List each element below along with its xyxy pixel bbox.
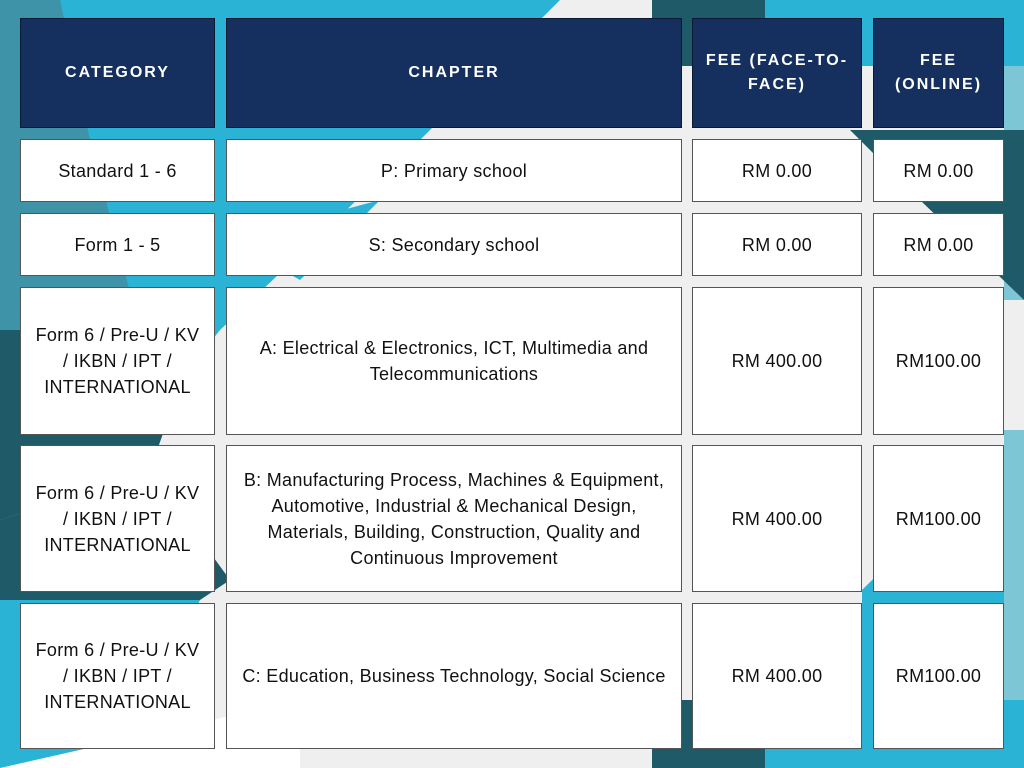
- header-fee-online-label: FEE (ONLINE): [894, 52, 983, 93]
- row-1-fee-face-to-face: [692, 139, 862, 202]
- row-2-category: [20, 213, 215, 276]
- bg-shape-right-mid-pale: [1004, 430, 1024, 700]
- row-2-fee-face-to-face-text: RM 0.00: [741, 234, 813, 255]
- row-1-chapter: [226, 139, 682, 202]
- row-1-fee-online-text: RM 0.00: [903, 160, 974, 181]
- row-3-category-text: Form 6 / Pre-U / KV / IKBN / IPT / INTERNATIONAL: [35, 325, 200, 397]
- row-2-category-text: Form 1 - 5: [74, 234, 161, 255]
- row-4-chapter-text: B: Manufacturing Process, Machines & Equipment, Automotive, Industrial & Mechanical Design, Materials, Building, Construction, Quality and Continuous Improvement: [243, 469, 665, 568]
- row-2-fee-online: [873, 213, 1004, 276]
- header-fee-face-to-face: [692, 18, 862, 128]
- row-5-fee-face-to-face: [692, 603, 862, 749]
- row-1-category: [20, 139, 215, 202]
- row-2-fee-face-to-face: [692, 213, 862, 276]
- row-5-fee-online: [873, 603, 1004, 749]
- row-3-fee-face-to-face-text: RM 400.00: [731, 351, 823, 371]
- header-chapter: [226, 18, 682, 128]
- header-fee-face-to-face-label: FEE (FACE-TO-FACE): [705, 52, 849, 93]
- row-4-fee-online-text: RM100.00: [895, 508, 982, 529]
- header-category: [20, 18, 215, 128]
- row-3-category: [20, 287, 215, 435]
- row-1-category-text: Standard 1 - 6: [58, 160, 177, 181]
- row-5-category: [20, 603, 215, 749]
- row-4-category-text: Form 6 / Pre-U / KV / IKBN / IPT / INTERNATIONAL: [35, 482, 200, 555]
- row-3-chapter-text: A: Electrical & Electronics, ICT, Multimedia and Telecommunications: [259, 338, 649, 384]
- row-4-fee-face-to-face: [692, 445, 862, 592]
- row-4-fee-online: [873, 445, 1004, 592]
- row-5-fee-online-text: RM100.00: [895, 666, 982, 686]
- row-2-chapter: [226, 213, 682, 276]
- row-1-fee-face-to-face-text: RM 0.00: [741, 160, 813, 181]
- row-5-chapter-text: C: Education, Business Technology, Social Science: [242, 666, 666, 686]
- header-category-label: CATEGORY: [65, 64, 170, 81]
- header-chapter-label: CHAPTER: [408, 64, 500, 81]
- header-fee-online: [873, 18, 1004, 128]
- row-1-chapter-text: P: Primary school: [380, 160, 528, 181]
- row-3-chapter: [226, 287, 682, 435]
- row-2-fee-online-text: RM 0.00: [903, 234, 974, 255]
- row-3-fee-online: [873, 287, 1004, 435]
- row-1-fee-online: [873, 139, 1004, 202]
- row-2-chapter-text: S: Secondary school: [368, 234, 540, 255]
- row-3-fee-face-to-face: [692, 287, 862, 435]
- row-4-chapter: [226, 445, 682, 592]
- row-3-fee-online-text: RM100.00: [895, 351, 982, 371]
- row-5-category-text: Form 6 / Pre-U / KV / IKBN / IPT / INTERNATIONAL: [35, 640, 200, 712]
- row-5-fee-face-to-face-text: RM 400.00: [731, 666, 823, 686]
- row-4-fee-face-to-face-text: RM 400.00: [731, 508, 823, 529]
- row-4-category: [20, 445, 215, 592]
- row-5-chapter: [226, 603, 682, 749]
